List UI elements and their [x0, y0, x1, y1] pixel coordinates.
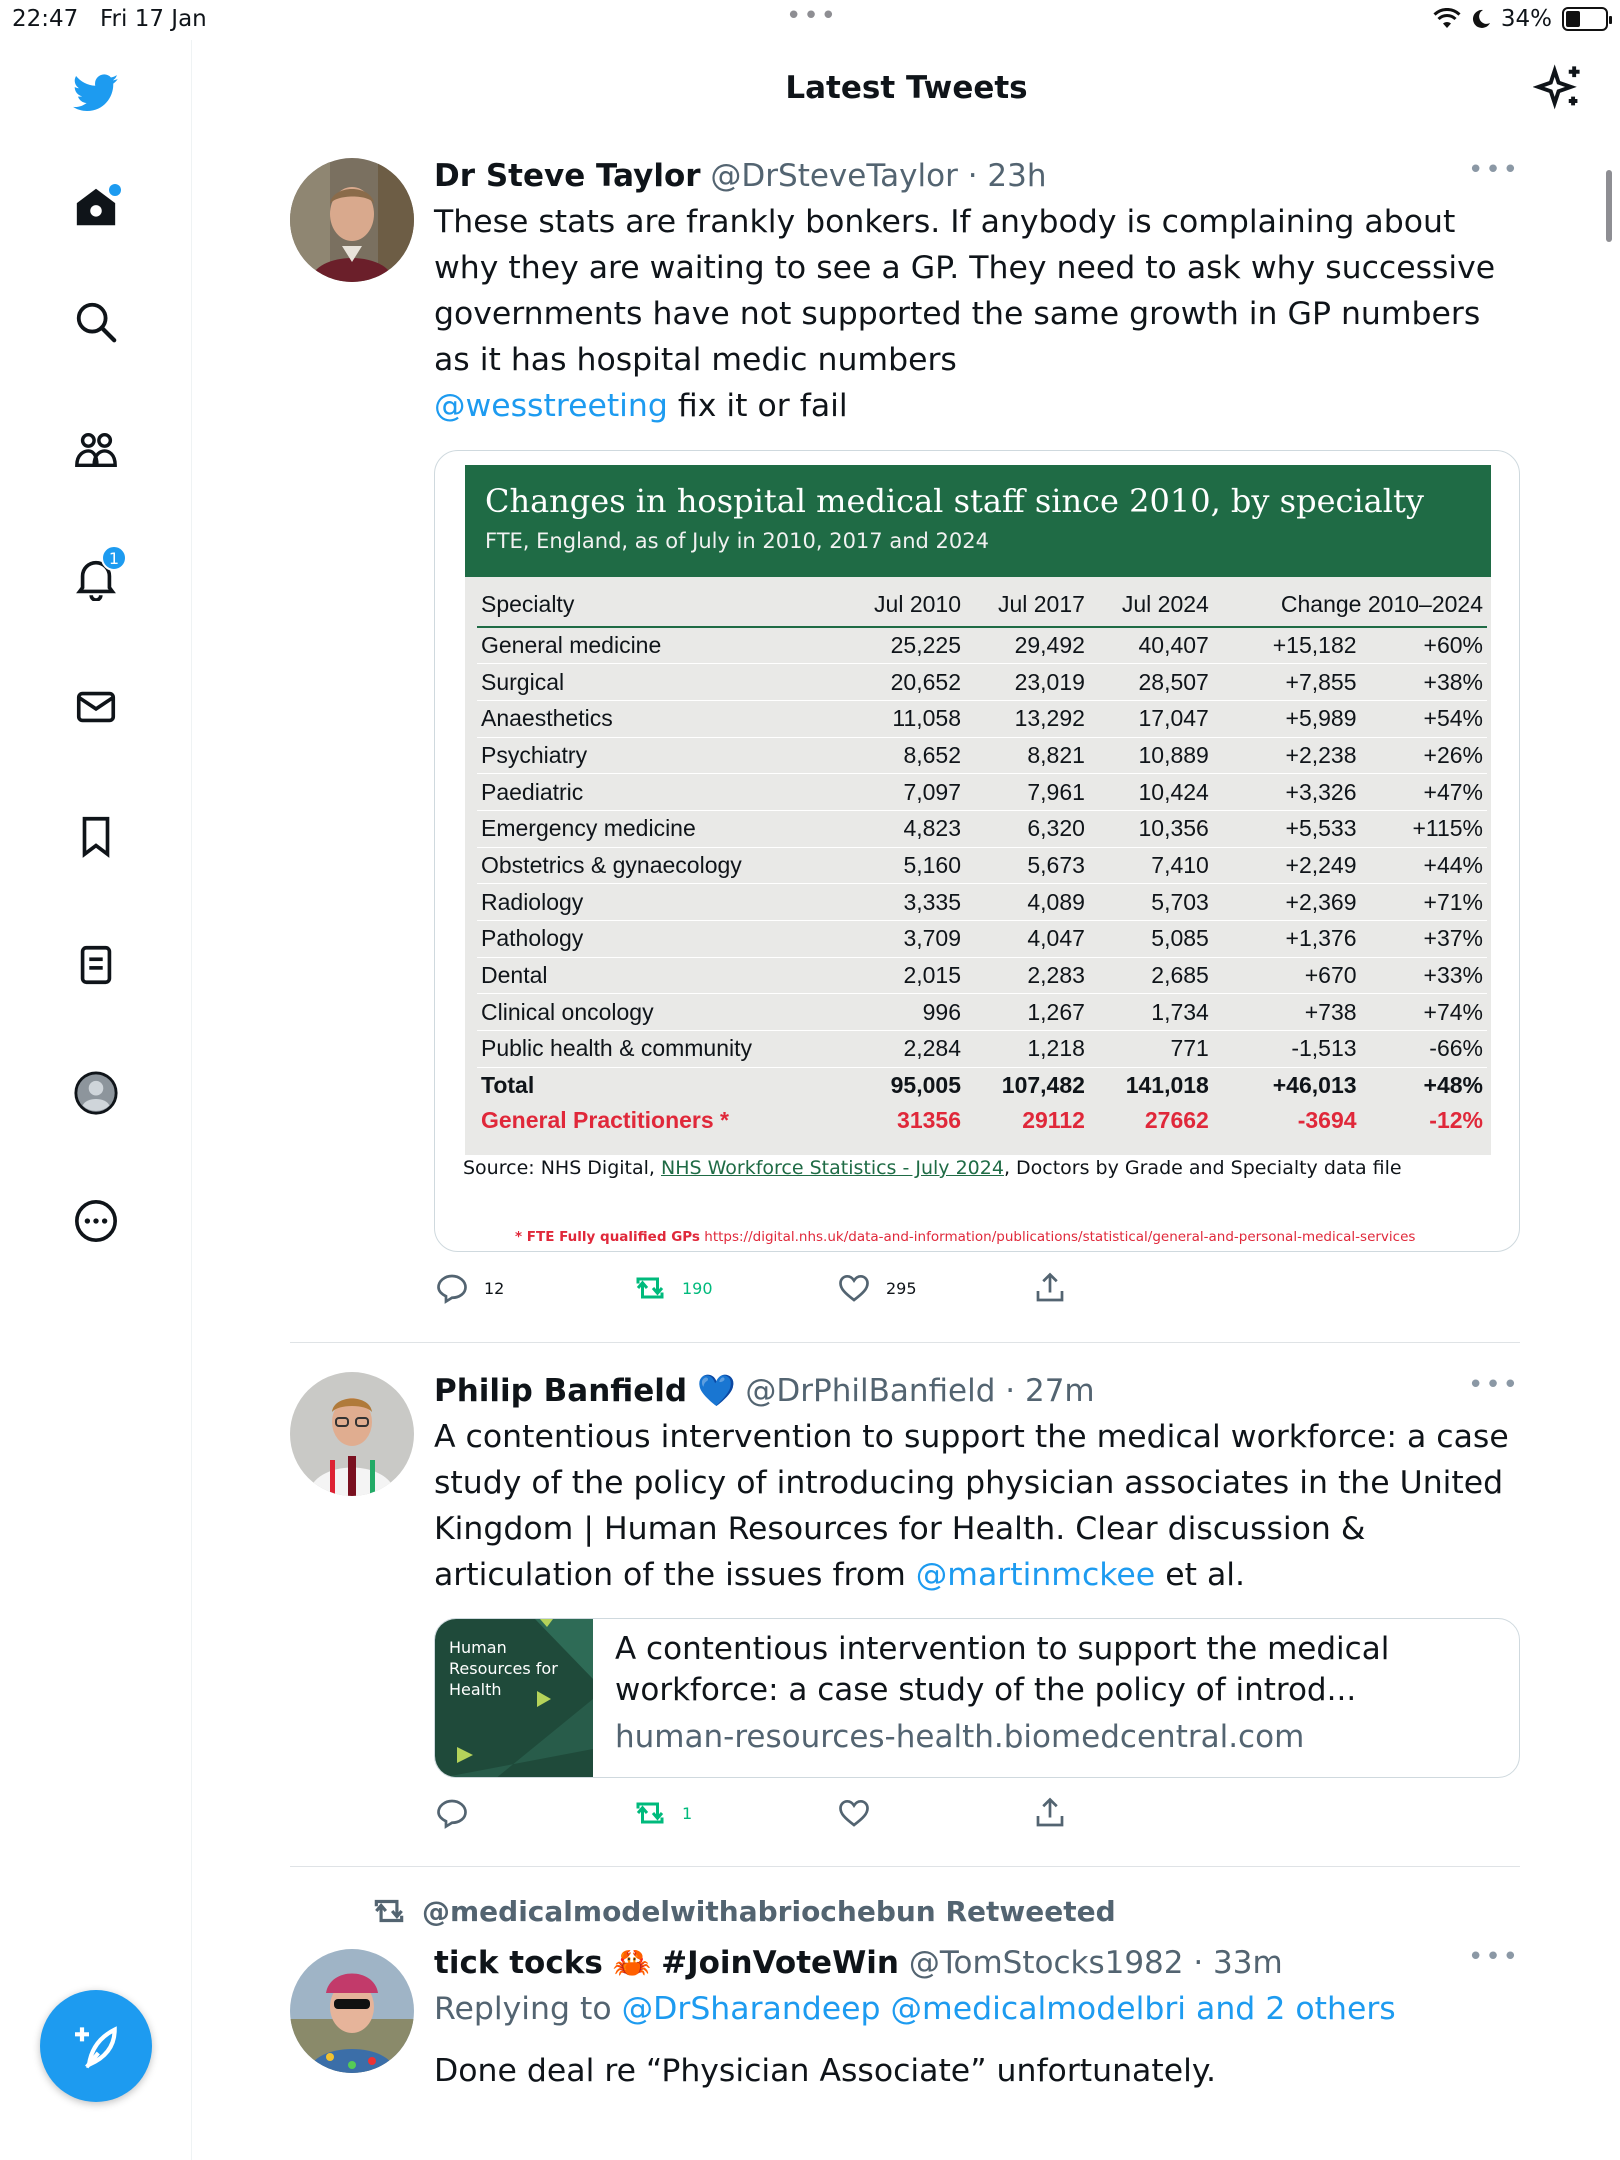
notification-count-badge: 1 [101, 545, 127, 571]
chart-footnote [515, 1229, 1415, 1245]
table-cell: 6,320 [965, 810, 1089, 847]
tweet-time[interactable]: · 27m [1005, 1373, 1095, 1409]
table-cell: 7,961 [965, 774, 1089, 811]
column-header: Jul 2024 [1089, 577, 1213, 627]
scrollbar[interactable] [1606, 170, 1612, 242]
like-button[interactable] [836, 1795, 872, 1831]
sidebar [0, 40, 192, 2160]
table-cell: +60% [1361, 627, 1487, 664]
messages-envelope-icon[interactable] [71, 682, 121, 732]
tweet-text: Done deal re “Physician Associate” unfortunately. [434, 2053, 1216, 2089]
retweet-icon [632, 1795, 668, 1831]
table-cell: 10,356 [1089, 810, 1213, 847]
tweet-text-body: These stats are frankly bonkers. If anybody is complaining about why they are waiting to see a GP. They need to ask why successive governments have not supported the same growth in GP numbers as it has hospital medic numbers [434, 204, 1496, 378]
table-cell: 5,673 [965, 847, 1089, 884]
reply-icon [434, 1795, 470, 1831]
table-cell: -1,513 [1213, 1031, 1361, 1068]
table-cell: 7,097 [841, 774, 965, 811]
replying-to-mentions[interactable]: @DrSharandeep @medicalmodelbri and 2 others [621, 1991, 1396, 2027]
row-label: Dental [477, 957, 841, 994]
table-cell: +47% [1361, 774, 1487, 811]
row-label: Surgical [477, 664, 841, 701]
author-name[interactable]: tick tocks [434, 1945, 603, 1981]
compose-tweet-button[interactable] [40, 1990, 152, 2102]
reply-button[interactable] [434, 1270, 504, 1306]
unread-dot [109, 184, 121, 196]
search-icon[interactable] [71, 297, 121, 347]
more-options-icon[interactable] [71, 1196, 121, 1246]
row-label: General medicine [477, 627, 841, 664]
status-date: Fri 17 Jan [100, 6, 207, 32]
battery-icon [1562, 7, 1608, 31]
table-cell: 40,407 [1089, 627, 1213, 664]
status-bar [0, 0, 1620, 40]
table-row [477, 810, 1487, 847]
tweet-time[interactable]: · 23h [967, 158, 1047, 194]
table-cell: +15,182 [1213, 627, 1361, 664]
row-label: Anaesthetics [477, 700, 841, 737]
profile-avatar-icon[interactable] [71, 1068, 121, 1118]
retweet-count: 190 [682, 1278, 713, 1298]
table-cell: +26% [1361, 737, 1487, 774]
chart-header [465, 465, 1491, 577]
status-time: 22:47 [12, 6, 79, 32]
card-text [615, 1629, 1503, 1758]
table-cell: +5,989 [1213, 700, 1361, 737]
table-cell: +46,013 [1272, 1072, 1357, 1099]
share-icon [1032, 1270, 1068, 1306]
retweet-icon [632, 1270, 668, 1306]
table-cell: 27662 [1144, 1106, 1209, 1133]
table-cell: 25,225 [841, 627, 965, 664]
row-label: Obstetrics & gynaecology [477, 847, 841, 884]
table-cell: 2,685 [1089, 957, 1213, 994]
tweet[interactable] [290, 1370, 1520, 1850]
tweet-text-body: A contentious intervention to support the medical workforce: a case study of the policy of introducing physician associates in the United Kingdom | Human Resources for Health. Clear discussion & articulation of the issues from [434, 1419, 1509, 1593]
table-cell: 10,889 [1089, 737, 1213, 774]
table-cell: +37% [1361, 921, 1487, 958]
communities-icon[interactable] [71, 425, 121, 475]
table-cell: 23,019 [965, 664, 1089, 701]
table-cell: +2,249 [1213, 847, 1361, 884]
table-cell: 5,085 [1089, 921, 1213, 958]
table-cell: 996 [841, 994, 965, 1031]
notifications-bell-icon[interactable] [71, 548, 121, 603]
table-cell: 13,292 [965, 700, 1089, 737]
table-cell: +54% [1361, 700, 1487, 737]
table-cell: 141,018 [1125, 1072, 1209, 1099]
tweet-header [434, 1942, 1520, 1984]
row-label: Public health & community [477, 1031, 841, 1068]
home-icon[interactable] [71, 182, 121, 232]
table-cell: 7,410 [1089, 847, 1213, 884]
blue-heart-emoji: 💙 [696, 1373, 736, 1409]
share-icon [1032, 1795, 1068, 1831]
table-cell: 20,652 [841, 664, 965, 701]
compose-feather-icon [68, 2018, 124, 2074]
tweet[interactable] [290, 1892, 1520, 2160]
tweet-more-options-icon[interactable]: ••• [1467, 155, 1520, 185]
row-label: Pathology [477, 921, 841, 958]
row-label: Clinical oncology [477, 994, 841, 1031]
tweet-time[interactable]: · 33m [1193, 1945, 1283, 1981]
source-suffix: , Doctors by Grade and Specialty data file [1003, 1157, 1402, 1179]
table-cell: 29112 [1022, 1106, 1085, 1133]
mention-link[interactable]: @wesstreeting [434, 388, 668, 424]
table-cell: 2,283 [965, 957, 1089, 994]
row-label: Paediatric [477, 774, 841, 811]
table-cell: 1,734 [1089, 994, 1213, 1031]
table-row [477, 774, 1487, 811]
tweet-header [434, 1370, 1520, 1412]
tweet-body [434, 1370, 1520, 1598]
replying-to [434, 1986, 1520, 2032]
table-cell: -3694 [1297, 1106, 1357, 1133]
table-row [477, 921, 1487, 958]
column-header: Change 2010–2024 [1213, 577, 1487, 627]
footnote-label: * FTE Fully qualified GPs [515, 1229, 700, 1245]
author-hashtag: #JoinVoteWin [661, 1945, 899, 1981]
author-handle[interactable]: @TomStocks1982 [908, 1945, 1184, 1981]
tweet-more-options-icon[interactable]: ••• [1467, 1370, 1520, 1400]
lists-icon[interactable] [71, 940, 121, 990]
column-header: Specialty [477, 577, 841, 627]
tweet-body [434, 1942, 1520, 2094]
table-cell: 4,047 [965, 921, 1089, 958]
battery-percent: 34% [1500, 6, 1552, 32]
tweet-text-tail: et al. [1155, 1557, 1246, 1593]
bookmarks-icon[interactable] [71, 811, 121, 861]
table-cell: 2,015 [841, 957, 965, 994]
table-cell: 4,089 [965, 884, 1089, 921]
table-row [477, 1031, 1487, 1068]
table-row [477, 737, 1487, 774]
table-cell: +7,855 [1213, 664, 1361, 701]
heart-icon [836, 1795, 872, 1831]
avatar[interactable] [290, 158, 414, 282]
card-thumbnail-text: Human Resources for Health [449, 1638, 558, 1699]
retweet-button[interactable] [632, 1270, 713, 1306]
table-cell: 31356 [897, 1106, 961, 1133]
multitasking-dots[interactable]: ••• [786, 1, 839, 31]
table-cell: +1,376 [1213, 921, 1361, 958]
share-button[interactable] [1032, 1270, 1068, 1306]
table-cell: 1,267 [965, 994, 1089, 1031]
table-cell: 5,703 [1089, 884, 1213, 921]
table-cell: 3,335 [841, 884, 965, 921]
chart-table [465, 465, 1491, 1155]
chart-subtitle: FTE, England, as of July in 2010, 2017 and 2024 [485, 529, 989, 553]
row-label: General Practitioners * [481, 1106, 729, 1133]
table-cell: 1,218 [965, 1031, 1089, 1068]
column-header: Jul 2010 [841, 577, 965, 627]
table-cell: +33% [1361, 957, 1487, 994]
table-cell: +5,533 [1213, 810, 1361, 847]
table-cell: +48% [1423, 1072, 1483, 1099]
table-row [477, 884, 1487, 921]
retweet-count: 1 [682, 1803, 693, 1823]
mention-link[interactable]: @martinmckee [915, 1557, 1156, 1593]
reply-button[interactable] [434, 1795, 470, 1831]
replying-to-prefix: Replying to [434, 1991, 622, 2027]
table-row [477, 627, 1487, 664]
table-cell: 2,284 [841, 1031, 965, 1068]
retweeted-by [370, 1892, 1116, 1930]
tweet-header [434, 155, 1520, 197]
tweet-image[interactable] [434, 450, 1520, 1252]
author-handle[interactable]: @DrPhilBanfield [745, 1373, 996, 1409]
table-cell: 28,507 [1089, 664, 1213, 701]
source-link: NHS Workforce Statistics - July 2024 [661, 1157, 1004, 1179]
tweet-divider [290, 1342, 1520, 1343]
tweet-text [434, 1414, 1520, 1598]
author-name[interactable]: Philip Banfield [434, 1373, 688, 1409]
retweeted-by-label[interactable]: @medicalmodelwithabriochebun Retweeted [422, 1894, 1116, 1928]
tweet-more-options-icon[interactable]: ••• [1467, 1942, 1520, 1972]
table-cell: +670 [1213, 957, 1361, 994]
like-count: 295 [886, 1278, 917, 1298]
table-cell: 10,424 [1089, 774, 1213, 811]
table-cell: 8,652 [841, 737, 965, 774]
table-cell: 4,823 [841, 810, 965, 847]
chart-title: Changes in hospital medical staff since 2010, by specialty [485, 482, 1424, 520]
table-cell: 11,058 [841, 700, 965, 737]
table-cell: +2,238 [1213, 737, 1361, 774]
reply-count: 12 [484, 1278, 505, 1298]
row-label: Radiology [477, 884, 841, 921]
table-cell: -12% [1429, 1106, 1483, 1133]
table-row [477, 957, 1487, 994]
reply-icon [434, 1270, 470, 1306]
total-row [477, 1067, 1487, 1104]
retweet-button[interactable] [632, 1795, 692, 1831]
data-table [477, 577, 1487, 1137]
retweet-icon [370, 1892, 408, 1930]
table-row [477, 700, 1487, 737]
status-indicators [1433, 6, 1608, 32]
card-thumbnail [435, 1619, 593, 1778]
table-cell: 29,492 [965, 627, 1089, 664]
table-cell: 107,482 [1001, 1072, 1085, 1099]
card-title: A contentious intervention to support the medical workforce: a case study of the policy of introd... [615, 1631, 1390, 1708]
twitter-logo-icon[interactable] [71, 68, 121, 118]
table-row [477, 847, 1487, 884]
table-cell: +738 [1213, 994, 1361, 1031]
tweet-text-tail: fix it or fail [667, 388, 848, 424]
table-cell: +74% [1361, 994, 1487, 1031]
author-handle[interactable]: @DrSteveTaylor [710, 158, 958, 194]
avatar[interactable] [290, 1949, 414, 2073]
chart-source [463, 1157, 1402, 1179]
table-cell: 17,047 [1089, 700, 1213, 737]
table-cell: +44% [1361, 847, 1487, 884]
row-label: Emergency medicine [477, 810, 841, 847]
sparkle-icon[interactable] [1533, 62, 1585, 114]
table-cell: +71% [1361, 884, 1487, 921]
row-label: Total [481, 1072, 535, 1099]
table-cell: 771 [1089, 1031, 1213, 1068]
table-cell: 8,821 [965, 737, 1089, 774]
wifi-icon [1433, 8, 1461, 30]
tweet[interactable] [290, 155, 1520, 1310]
moon-icon [1471, 8, 1491, 30]
tweet-text [434, 199, 1520, 429]
source-prefix: Source: NHS Digital, [463, 1157, 661, 1179]
table-cell: +38% [1361, 664, 1487, 701]
share-button[interactable] [1032, 1795, 1068, 1831]
like-button[interactable] [836, 1270, 917, 1306]
card-domain: human-resources-health.biomedcentral.com [615, 1719, 1305, 1755]
avatar[interactable] [290, 1372, 414, 1496]
table-cell: -66% [1361, 1031, 1487, 1068]
heart-icon [836, 1270, 872, 1306]
tweet-divider [290, 1866, 1520, 1867]
page-title: Latest Tweets [785, 70, 1028, 106]
table-cell: +3,326 [1213, 774, 1361, 811]
table-cell: 95,005 [890, 1072, 961, 1099]
timeline-header [193, 40, 1620, 140]
table-row [477, 994, 1487, 1031]
table-cell: 5,160 [841, 847, 965, 884]
table-cell: 3,709 [841, 921, 965, 958]
author-name[interactable]: Dr Steve Taylor [434, 158, 701, 194]
table-cell: +115% [1361, 810, 1487, 847]
link-preview-card[interactable] [434, 1618, 1520, 1778]
tweet-body [434, 155, 1520, 429]
gp-row [477, 1104, 1487, 1137]
footnote-url: https://digital.nhs.uk/data-and-information/publications/statistical/general-and-personal-medical-services [699, 1229, 1416, 1245]
table-row [477, 664, 1487, 701]
column-header: Jul 2017 [965, 577, 1089, 627]
table-cell: +2,369 [1213, 884, 1361, 921]
row-label: Psychiatry [477, 737, 841, 774]
crab-emoji: 🦀 [612, 1945, 652, 1981]
